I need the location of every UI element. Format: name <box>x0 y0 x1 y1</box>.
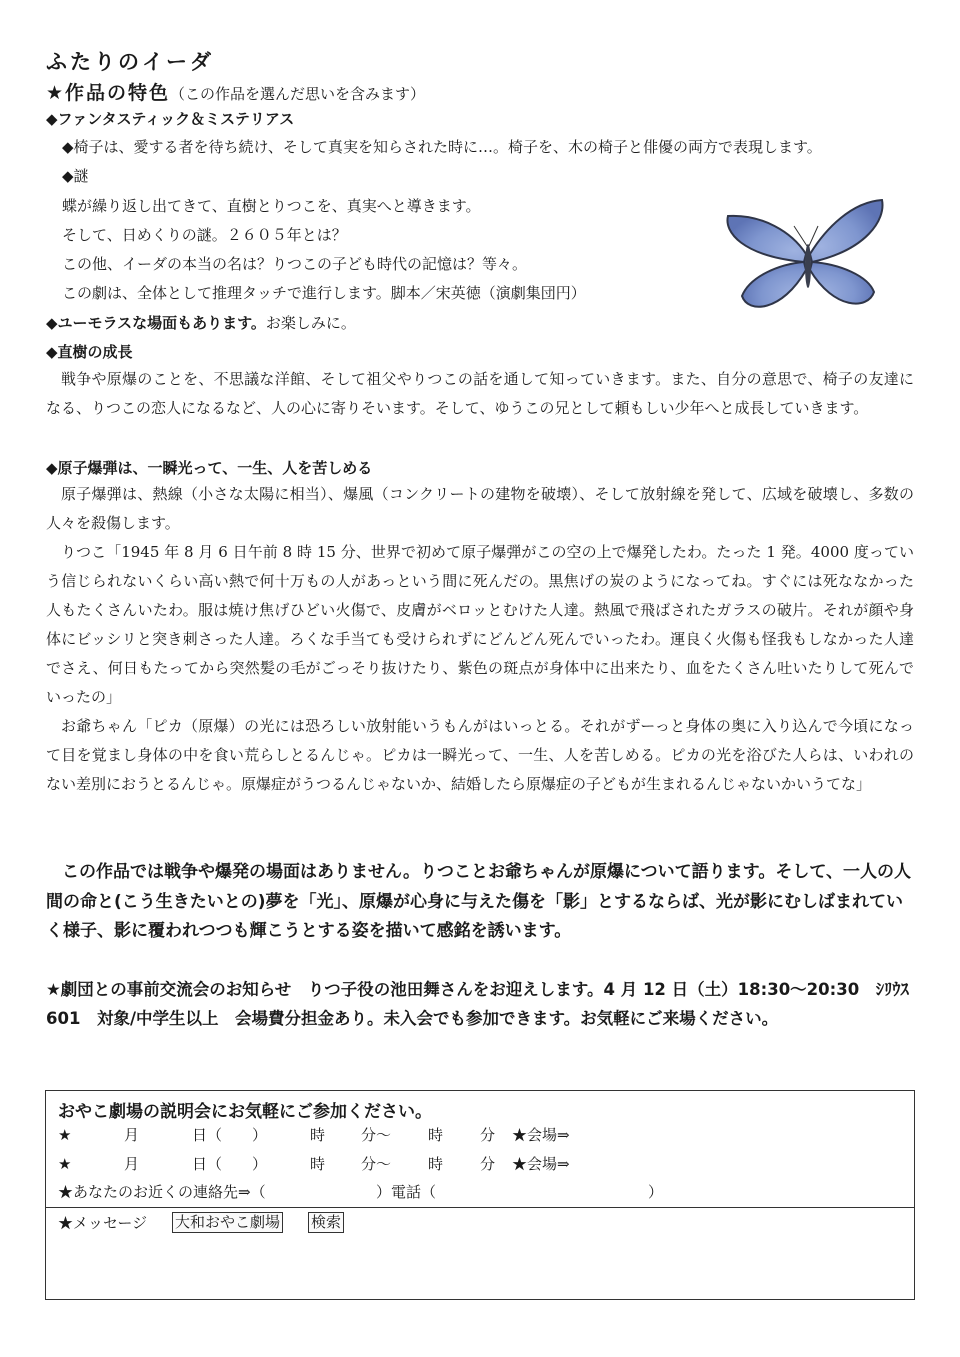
growth-paragraph: 戦争や原爆のことを、不思議な洋館、そして祖父やりつこの話を通して知っていきます。また、自分の意思で、椅子の友達になる、りつこの恋人になるなど、人の心に寄りそいます。そして、ゆうこの兄として頼もしい少年へと成長していきます。 <box>46 370 914 417</box>
bomb-intro-paragraph: 原子爆弾は、熱線（小さな太陽に相当）、爆風（コンクリートの建物を破壊）、そして放射線を発して、広域を破壊し、多数の人々を殺傷します。 <box>46 485 914 532</box>
session-row-1 <box>58 1124 908 1146</box>
mystery-line: この劇は、全体として推理タッチで進行します。脚本／宋英徳（演劇集団円） <box>62 284 586 302</box>
chair-text: ◆椅子は、愛する者を待ち続け、そして真実を知らされた時に…。椅子を、木の椅子と俳優の両方で表現します。 <box>62 138 822 156</box>
humor-heading: ◆ユーモラスな場面もあります。 <box>46 314 266 332</box>
minute-from-label: 分～ <box>361 1126 392 1144</box>
feature-heading-note: （この作品を選んだ思いを含みます） <box>170 85 426 103</box>
section-heading-growth: ◆直樹の成長 <box>46 343 133 361</box>
summary-paragraph: この作品では戦争や爆発の場面はありません。りつことお爺ちゃんが原爆について語ります。そして、一人の人間の命と(こう生きたいとの)夢を「光」、原爆が心身に与えた傷を「影」とするならば、光が影にむしばまれていく様子、影に覆われつつも輝こうとする姿を描いて感銘を誘います。 <box>46 862 911 941</box>
left-forewing <box>727 216 806 262</box>
search-button: 検索 <box>308 1212 344 1233</box>
venue-label: ★会場⇒ <box>512 1155 570 1173</box>
feature-heading <box>46 78 425 105</box>
minute-from-label: 分～ <box>361 1155 392 1173</box>
day-label: 日（ ） <box>192 1126 268 1144</box>
humor-tail: お楽しみに。 <box>265 314 356 332</box>
month-label: 月 <box>124 1126 140 1144</box>
info-session-form <box>45 1090 915 1300</box>
hour-end-label: 時 <box>428 1126 444 1144</box>
section-heading-humor <box>46 312 356 333</box>
search-term-box: 大和おやこ劇場 <box>172 1212 283 1233</box>
phone-close: ） <box>648 1183 664 1201</box>
mystery-label: ◆謎 <box>62 167 89 185</box>
contact-row <box>58 1181 908 1203</box>
exchange-notice: ★劇団との事前交流会のお知らせ りつ子役の池田舞さんをお迎えします。4 月 12 日（土）18:30～20:30 ｼﾘｳｽ 601 対象/中学生以上 会場費分担金あり。未入会でも参加できます。お気軽にご来場ください。 <box>46 980 909 1028</box>
mystery-line: 蝶が繰り返し出てきて、直樹とりつこを、真実へと導きます。 <box>62 197 481 215</box>
form-divider <box>46 1207 914 1208</box>
phone-label: ）電話（ <box>376 1183 437 1201</box>
venue-label: ★会場⇒ <box>512 1126 570 1144</box>
minute-label: 分 <box>480 1155 496 1173</box>
month-label: 月 <box>124 1155 140 1173</box>
ritsuko-quote: りつこ「1945 年 8 月 6 日午前 8 時 15 分、世界で初めて原子爆弾がこの空の上で爆発したわ。たった 1 発。4000 度っていう信じられないくらい高い熱で何十万もの人があっという間に死んだの。黒焦げの炭のようになってね。すぐには死ななかった人もたくさんいたわ。服は焼け焦げひどい火傷で、皮膚がベロッとむけた人達。熱風で飛ばされたガラスの破片。それが顔や身体にビッシリと突き刺さった人達。ろくな手当ても受けられずにどんどん死んでいったわ。運良く火傷も怪我もしなかった人達でさえ、何日もたってから突然髪の毛がごっそり抜けたり、紫色の斑点が身体中に出来たり、血をたくさん吐いたりして死んでいったの」 <box>46 543 914 706</box>
feature-heading-text: ★作品の特色 <box>46 82 171 104</box>
right-forewing <box>810 200 882 262</box>
butterfly-body <box>805 244 811 288</box>
hour-label: 時 <box>310 1155 326 1173</box>
message-row <box>58 1212 908 1234</box>
section-heading-bomb: ◆原子爆弾は、一瞬光って、一生、人を苦しめる <box>46 459 373 477</box>
hour-end-label: 時 <box>428 1155 444 1173</box>
mystery-line: そして、日めくりの謎。２６０５年とは？ <box>62 226 347 244</box>
day-label: 日（ ） <box>192 1155 268 1173</box>
minute-label: 分 <box>480 1126 496 1144</box>
right-hindwing <box>810 262 874 304</box>
left-hindwing <box>742 262 806 307</box>
session-row-2 <box>58 1153 908 1175</box>
section-heading-fantasy: ◆ファンタスティック＆ミステリアス <box>46 110 295 128</box>
contact-label: ★あなたのお近くの連絡先⇒（ <box>58 1183 266 1201</box>
star-mark: ★ <box>58 1126 72 1144</box>
butterfly-image <box>722 192 888 322</box>
star-mark: ★ <box>58 1155 72 1173</box>
play-title: ふたりのイーダ <box>46 50 214 74</box>
message-label: ★メッセージ <box>58 1214 148 1232</box>
form-heading: おやこ劇場の説明会にお気軽にご参加ください。 <box>58 1102 432 1122</box>
grandpa-quote: お爺ちゃん「ピカ（原爆）の光には恐ろしい放射能いうもんがはいっとる。それがずーっと身体の奥に入り込んで今頃になって目を覚まし身体の中を食い荒らしとるんじゃ。ピカは一瞬光って、一生、人を苦しめる。ピカの光を浴びた人らは、いわれのない差別におうとるんじゃ。原爆症がうつるんじゃないか、結婚したら原爆症の子どもが生まれるんじゃないかいうてな」 <box>46 717 914 793</box>
hour-label: 時 <box>310 1126 326 1144</box>
mystery-line: この他、イーダの本当の名は？りつこの子ども時代の記憶は？等々。 <box>62 255 528 273</box>
